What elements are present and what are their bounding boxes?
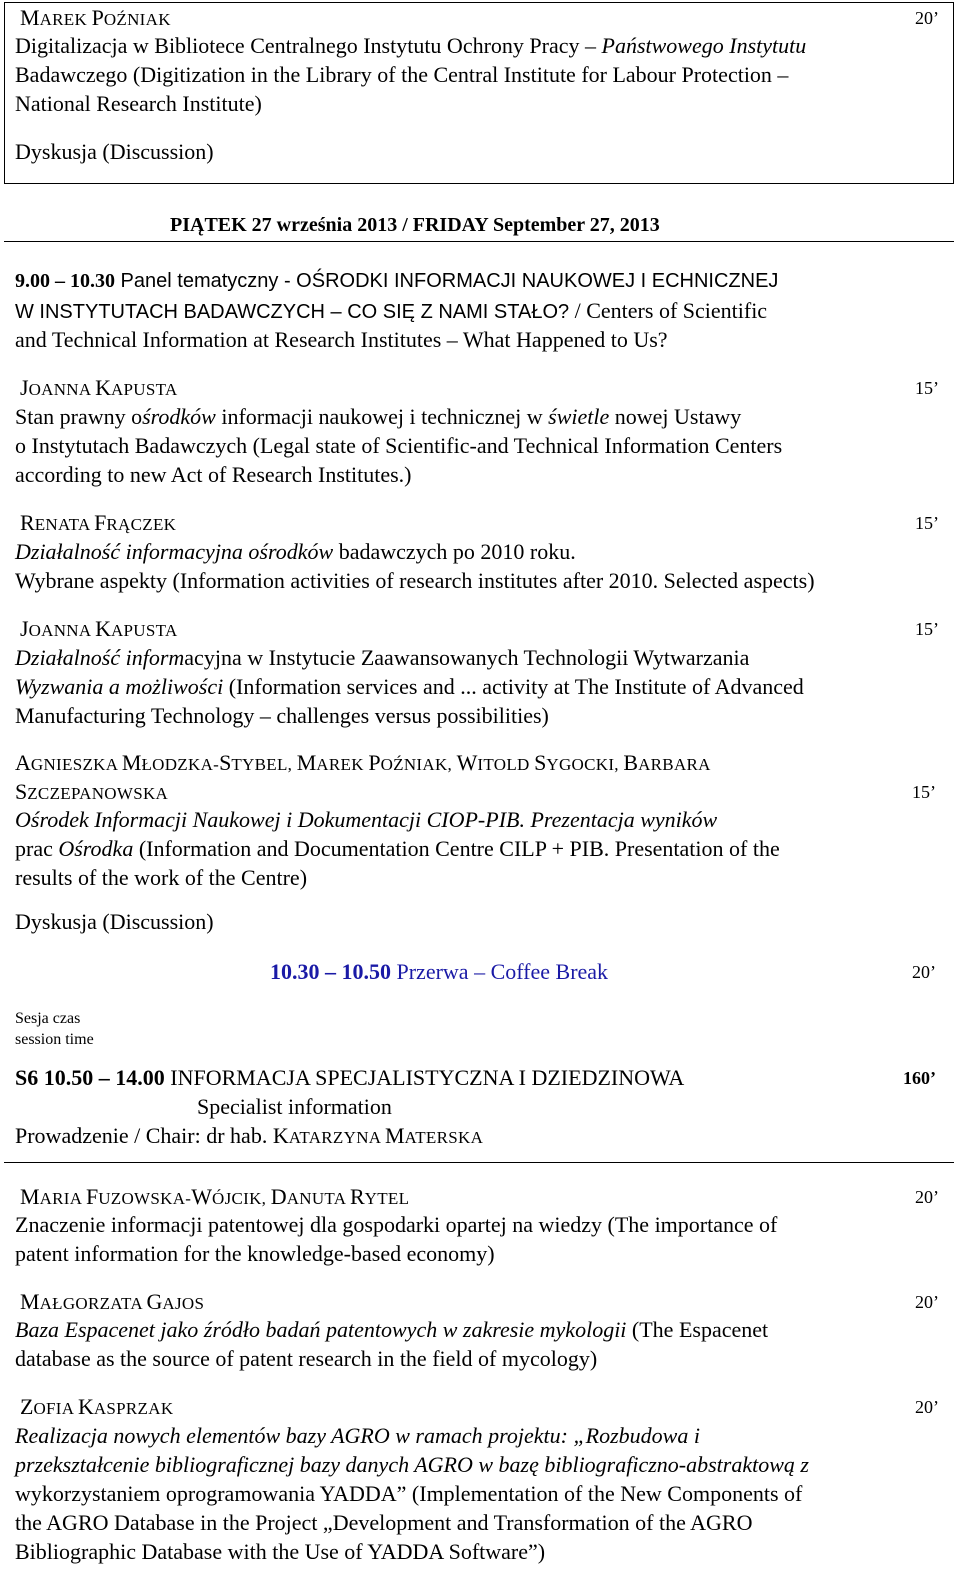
talk-title-line: Manufacturing Technology – challenges versus possibilities) xyxy=(15,703,549,728)
author-joanna-kapusta: JOANNA KAPUSTA xyxy=(20,616,178,641)
author-joanna-kapusta: JOANNA KAPUSTA xyxy=(20,375,178,400)
talk-title-line: Wyzwania a możliwości (Information services and ... activity at The Institute of Advanced xyxy=(15,674,804,699)
session-duration: 160’ xyxy=(903,1068,936,1088)
divider xyxy=(4,241,954,242)
session-chair: Prowadzenie / Chair: dr hab. KATARZYNA MATERSKA xyxy=(15,1123,484,1148)
divider xyxy=(4,1162,954,1163)
talk-title-line: prac Ośrodka (Information and Documentation Centre CILP + PIB. Presentation of the xyxy=(15,836,780,861)
talk-title-line: Znaczenie informacji patentowej dla gospodarki opartej na wiedzy (The importance of xyxy=(15,1212,778,1237)
talk-title-line: according to new Act of Research Institutes.) xyxy=(15,462,412,487)
duration-label: 15’ xyxy=(915,619,939,639)
talk-title-line: wykorzystaniem oprogramowania YADDA” (Implementation of the New Components of xyxy=(15,1481,803,1506)
authors-line: SZCZEPANOWSKA xyxy=(15,779,169,804)
author-renata-fraczek: RENATA FRĄCZEK xyxy=(20,510,177,535)
authors-line: MARIA FUZOWSKA-WÓJCIK, DANUTA RYTEL xyxy=(20,1184,410,1209)
duration-label: 20’ xyxy=(915,8,939,28)
talk-title-line: Badawczego (Digitization in the Library of the Central Institute for Labour Protection – xyxy=(15,62,789,87)
coffee-break: 10.30 – 10.50 Przerwa – Coffee Break xyxy=(270,959,609,984)
duration-label: 20’ xyxy=(912,962,936,982)
talk-title-line: Działalność informacyjna ośrodków badawczych po 2010 roku. xyxy=(15,539,576,564)
talk-title-line: Stan prawny ośrodków informacji naukowej i technicznej w świetle nowej Ustawy xyxy=(15,404,742,429)
session-time-label: Sesja czas xyxy=(15,1010,81,1027)
talk-title-line: patent information for the knowledge-based economy) xyxy=(15,1241,495,1266)
duration-label: 20’ xyxy=(915,1292,939,1312)
discussion-label: Dyskusja (Discussion) xyxy=(15,909,214,934)
session-title: S6 10.50 – 14.00 INFORMACJA SPECJALISTYCZNA I DZIEDZINOWA xyxy=(15,1065,685,1090)
author-malgorzata-gajos: MAŁGORZATA GAJOS xyxy=(20,1289,205,1314)
discussion-label: Dyskusja (Discussion) xyxy=(15,139,214,164)
talk-title-line: o Instytutach Badawczych (Legal state of Scientific-and Technical Information Centers xyxy=(15,433,783,458)
authors-line: AGNIESZKA MŁODZKA-STYBEL, MAREK POŹNIAK, WITOLD SYGOCKI, BARBARA xyxy=(15,750,711,775)
duration-label: 15’ xyxy=(912,782,936,802)
talk-title-line: Realizacja nowych elementów bazy AGRO w ramach projektu: „Rozbudowa i xyxy=(15,1423,700,1448)
panel-line-2: W INSTYTUTACH BADAWCZYCH – CO SIĘ Z NAMI STAŁO? / Centers of Scientific xyxy=(15,298,768,323)
duration-label: 20’ xyxy=(915,1187,939,1207)
talk-title-line: Digitalizacja w Bibliotece Centralnego Instytutu Ochrony Pracy – Państwowego Instytutu xyxy=(15,33,807,58)
day-header: PIĄTEK 27 września 2013 / FRIDAY September 27, 2013 xyxy=(170,214,660,236)
duration-label: 15’ xyxy=(915,513,939,533)
talk-title-line: National Research Institute) xyxy=(15,91,262,116)
duration-label: 15’ xyxy=(915,378,939,398)
panel-line-1: 9.00 – 10.30 Panel tematyczny - OŚRODKI INFORMACJI NAUKOWEJ I ECHNICZNEJ xyxy=(15,270,779,292)
talk-title-line: Bibliographic Database with the Use of YADDA Software”) xyxy=(15,1539,546,1564)
author-zofia-kasprzak: ZOFIA KASPRZAK xyxy=(20,1394,174,1419)
duration-label: 20’ xyxy=(915,1397,939,1417)
talk-title-line: Działalność informacyjna w Instytucie Zaawansowanych Technologii Wytwarzania xyxy=(15,645,750,670)
talk-title-line: database as the source of patent research in the field of mycology) xyxy=(15,1346,598,1371)
talk-title-line: Wybrane aspekty (Information activities of research institutes after 2010. Selected aspects) xyxy=(15,568,815,593)
panel-line-3: and Technical Information at Research Institutes – What Happened to Us? xyxy=(15,327,668,352)
talk-title-line: przekształcenie bibliograficznej bazy danych AGRO w bazę bibliograficzno-abstraktową z xyxy=(15,1452,809,1477)
author-marek-pozniak: MAREK POŹNIAK xyxy=(20,5,171,30)
session-time-label: session time xyxy=(15,1031,94,1048)
talk-title-line: results of the work of the Centre) xyxy=(15,865,308,890)
talk-title-line: Ośrodek Informacji Naukowej i Dokumentacji CIOP-PIB. Prezentacja wyników xyxy=(15,807,718,832)
talk-title-line: the AGRO Database in the Project „Development and Transformation of the AGRO xyxy=(15,1510,753,1535)
session-subtitle: Specialist information xyxy=(197,1094,392,1119)
talk-title-line: Baza Espacenet jako źródło badań patentowych w zakresie mykologii (The Espacenet xyxy=(15,1317,769,1342)
